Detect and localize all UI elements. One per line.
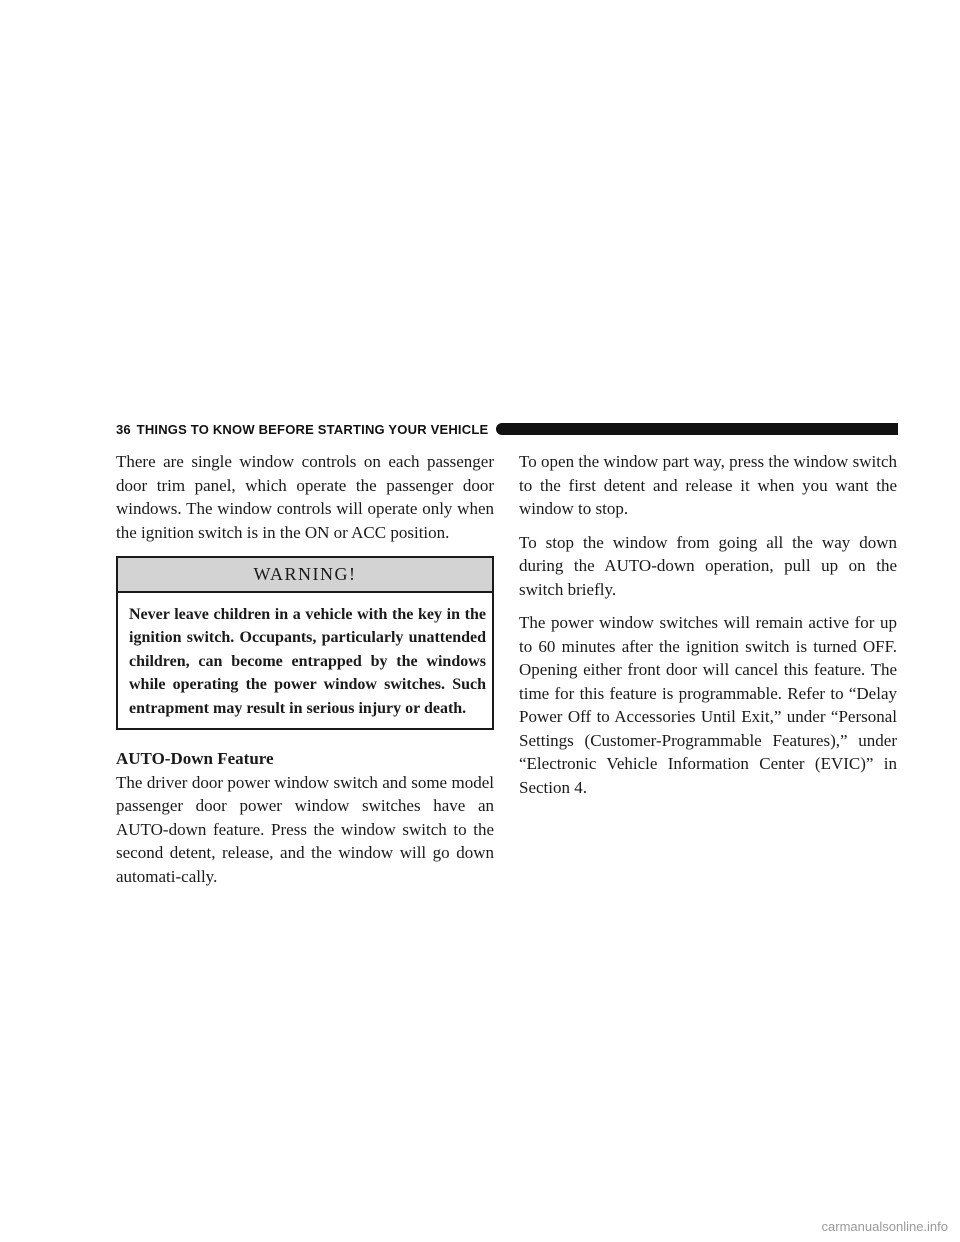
watermark: carmanualsonline.info [821,1219,948,1234]
left-column [116,450,494,898]
stop-paragraph: To stop the window from going all the way down during the AUTO-down operation, pull up on the switch briefly. [519,532,897,599]
intro-paragraph: There are single window controls on each passenger door trim panel, which operate the passenger door windows. The window controls will operate only when the ignition switch is in the ON or ACC position. [116,452,494,542]
right-column [519,450,897,809]
active-duration-paragraph: The power window switches will remain active for up to 60 minutes after the ignition switch is turned OFF. Opening either front door will cancel this feature. The time for this feature is programmable. Refer to “Delay Power Off to Accessories Until Exit,” under “Personal Settings (Customer-Programmable Features),” under “Electronic Vehicle Information Center (EVIC)” in Section 4. [519,613,897,797]
partway-paragraph: To open the window part way, press the window switch to the first detent and release it when you want the window to stop. [519,452,897,518]
page-header [116,421,898,437]
section-title: THINGS TO KNOW BEFORE STARTING YOUR VEHICLE [136,421,489,437]
warning-title: WARNING! [118,558,492,593]
header-rule [496,423,898,435]
warning-box [116,556,494,730]
warning-text: Never leave children in a vehicle with the key in the ignition switch. Occupants, particularly unattended children, can become entrapped by the windows while operating the power window switches. Such entrapment may result in serious injury or death. [129,605,486,717]
page-number: 36 [116,421,131,437]
auto-down-paragraph: The driver door power window switch and some model passenger door power window switches have an AUTO-down feature. Press the window switch to the second detent, release, and the window will go down automati-cally. [116,772,494,886]
auto-down-heading: AUTO-Down Feature [116,749,274,768]
